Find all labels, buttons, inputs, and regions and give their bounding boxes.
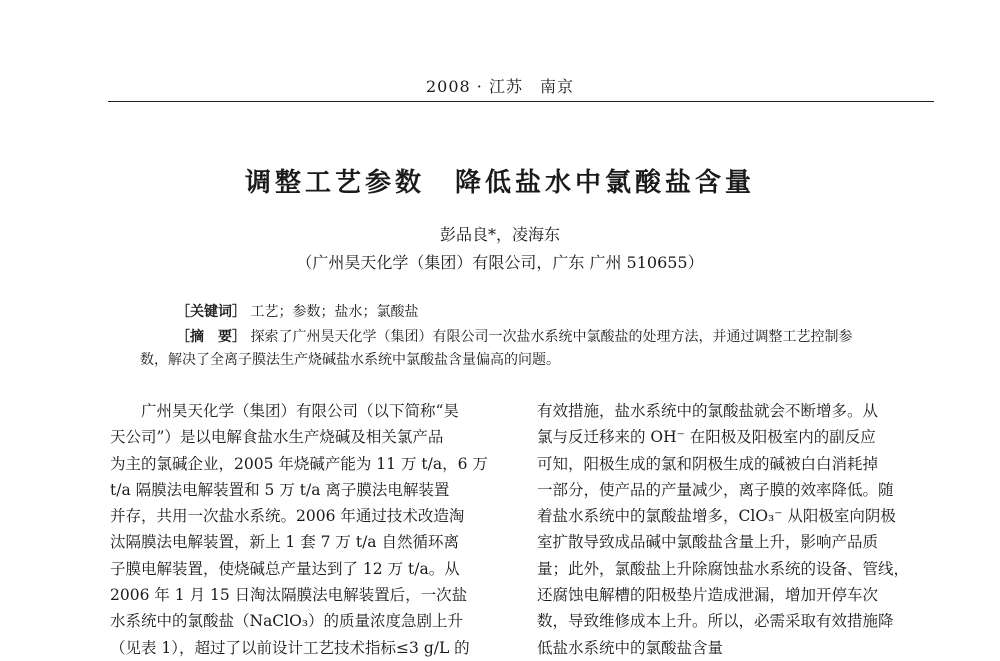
body-line: 量；此外，氯酸盐上升除腐蚀盐水系统的设备、管线，	[537, 559, 910, 578]
body-line: 2006 年 1 月 15 日淘汰隔膜法电解装置后，一次盐	[110, 586, 468, 605]
keywords-label: ［关键词］	[176, 304, 246, 320]
abstract-line2: 数，解决了全离子膜法生产烧碱盐水系统中氯酸盐含量偏高的问题。	[140, 352, 560, 368]
header-rule	[108, 101, 934, 102]
keywords-text: 工艺；参数；盐水；氯酸盐	[250, 304, 419, 320]
body-line: t/a 隔膜法电解装置和 5 万 t/a 离子膜法电解装置	[110, 480, 450, 499]
body-line: 还腐蚀电解槽的阳极垫片造成泄漏，增加开停车次	[537, 586, 879, 605]
body-line: 可知，阳极生成的氯和阴极生成的碱被白白消耗掉	[537, 454, 879, 473]
body-line: 着盐水系统中的氯酸盐增多，ClO₃⁻ 从阳极室向阴极	[537, 507, 896, 526]
body-line: 天公司”）是以电解食盐水生产烧碱及相关氯产品	[110, 428, 444, 447]
running-header: 2008 · 江苏 南京	[426, 77, 574, 96]
body-line: 数，导致维修成本上升。所以，必需采取有效措施降	[537, 612, 894, 631]
authors: 彭品良*，凌海东	[439, 225, 560, 244]
body-line: （见表 1），超过了以前设计工艺技术指标≤3 g/L 的	[110, 638, 470, 657]
body-line: 子膜电解装置，使烧碱总产量达到了 12 万 t/a。从	[110, 559, 460, 578]
body-line: 氯与反迁移来的 OH⁻ 在阳极及阳极室内的副反应	[537, 428, 876, 447]
body-line: 一部分，使产品的产量减少，离子膜的效率降低。随	[537, 480, 894, 499]
body-line: 低盐水系统中的氯酸盐含量	[537, 638, 724, 657]
body-column-left	[110, 398, 502, 661]
body-line: 并存，共用一次盐水系统。2006 年通过技术改造淘	[110, 507, 465, 526]
affiliation: （广州昊天化学（集团）有限公司，广东 广州 510655）	[296, 253, 704, 272]
body-column-right	[537, 398, 933, 661]
keywords	[176, 301, 936, 324]
abstract	[176, 326, 904, 349]
paper-title: 调整工艺参数 降低盐水中氯酸盐含量	[244, 168, 755, 198]
body-line: 室扩散导致成品碱中氯酸盐含量上升，影响产品质	[537, 533, 879, 552]
body-line: 广州昊天化学（集团）有限公司（以下简称“昊	[141, 402, 459, 420]
body-line: 汰隔膜法电解装置，新上 1 套 7 万 t/a 自然循环离	[110, 533, 459, 552]
abstract-line1: 探索了广州昊天化学（集团）有限公司一次盐水系统中氯酸盐的处理方法，并通过调整工艺控制参	[250, 329, 853, 345]
body-line: 为主的氯碱企业，2005 年烧碱产能为 11 万 t/a，6 万	[110, 454, 488, 473]
body-line: 水系统中的氯酸盐（NaClO₃）的质量浓度急剧上升	[110, 612, 464, 631]
body-line: 有效措施，盐水系统中的氯酸盐就会不断增多。从	[537, 402, 879, 420]
abstract-label: ［摘 要］	[176, 329, 246, 345]
